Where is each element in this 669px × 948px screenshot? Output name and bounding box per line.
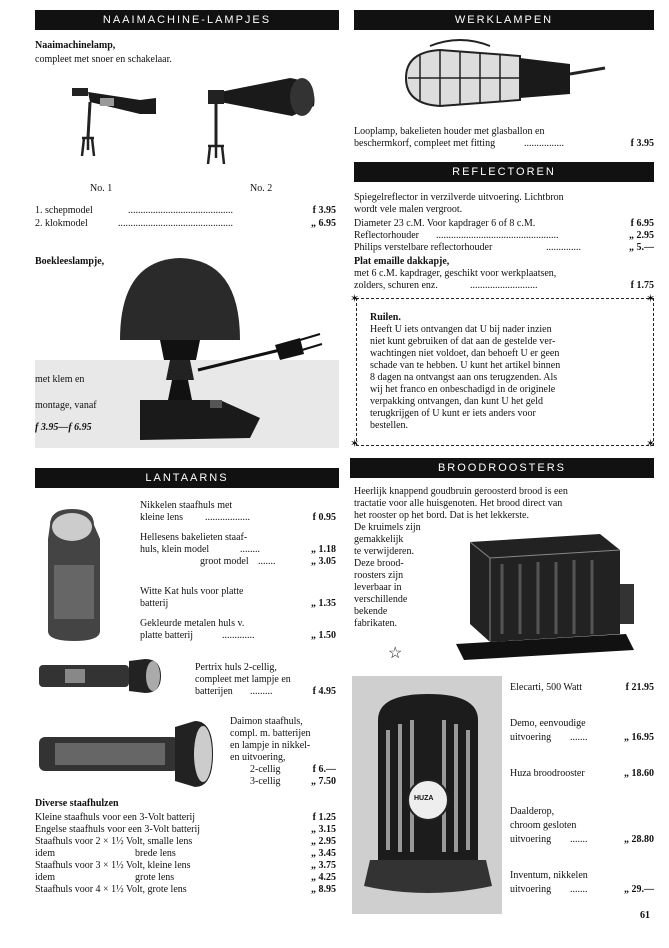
brood-side-line: te verwijderen. <box>354 546 414 557</box>
elec-price: f 21.95 <box>625 682 654 693</box>
boek-line1: met klem en <box>35 374 85 385</box>
dai-line6: 3-cellig <box>250 776 281 787</box>
refl-line2: wordt vele malen vergroot. <box>354 204 463 215</box>
demo-line2: uitvoering <box>510 732 552 743</box>
werk-line2: beschermkorf, compleet met fitting <box>354 138 496 149</box>
div-row-3-price: „ 2.95 <box>311 836 336 847</box>
boek-title: Boekleeslampje, <box>35 256 105 267</box>
demo-line1: Demo, eenvoudige <box>510 718 586 729</box>
ruilen-star-icon: ✶ <box>350 293 360 305</box>
dai-line1: Daimon staafhuls, <box>230 716 303 727</box>
huza-price: „ 18.60 <box>624 768 654 779</box>
ruilen-star-icon: ✶ <box>350 438 360 450</box>
div-title: Diverse staafhulzen <box>35 798 119 809</box>
naai-item-1-label: 1. schepmodel <box>35 205 93 216</box>
div-row-2-price: „ 3.15 <box>311 824 336 835</box>
div-row-5-label: Staafhuls voor 3 × 1½ Volt, kleine lens <box>35 860 191 871</box>
ruilen-line: schade van te hebben. U kunt het artikel binnen <box>370 360 561 371</box>
flashlight-daimon-illustration <box>35 715 215 793</box>
refl-row-2-dots: ................................................. <box>436 230 559 241</box>
section-header-broodroosters: BROODROOSTERS <box>350 458 654 478</box>
per-line1: Pertrix huls 2-cellig, <box>195 662 277 673</box>
ruilen-line: wij het franco en onbeschadigd in de originele <box>370 384 556 395</box>
div-row-2-label: Engelse staafhuls voor een 3-Volt batterij <box>35 824 201 835</box>
inv-line2: uitvoering <box>510 884 552 895</box>
naai-title: Naaimachinelamp, <box>35 40 116 51</box>
gek-line1: Gekleurde metalen huls v. <box>140 618 245 629</box>
dai-line6-price: „ 7.50 <box>311 776 336 787</box>
naai-item-2-label: 2. klokmodel <box>35 218 88 229</box>
werk-price: f 3.95 <box>630 138 654 149</box>
sewing-lamp-2-illustration <box>190 72 320 172</box>
section-header-naaimachine: NAAIMACHINE-LAMPJES <box>35 10 339 30</box>
plat-price: f 1.75 <box>630 280 654 291</box>
naai-item-2-price: „ 6.95 <box>311 218 336 229</box>
daal-line2: chroom gesloten <box>510 820 577 831</box>
work-lamp-illustration <box>400 38 610 118</box>
naai-item-1-dots: .......................................... <box>128 205 233 216</box>
brood-side-line: roosters zijn <box>354 570 404 581</box>
inv-line1: Inventum, nikkelen <box>510 870 588 881</box>
werk-line1: Looplamp, bakelieten houder met glasballon en <box>354 126 545 137</box>
hel-line2-price: „ 1.18 <box>311 544 336 555</box>
brood-side-line: bekende <box>354 606 388 617</box>
brood-intro-line: het rooster op het bord. Dat is het lekkerste. <box>354 510 529 521</box>
refl-row-3-price: „ 5.— <box>629 242 654 253</box>
section-header-lantaarns: LANTAARNS <box>35 468 339 488</box>
nik-line2: kleine lens <box>140 512 184 523</box>
sewing-lamp-1-illustration <box>60 78 170 168</box>
div-row-7-price: „ 8.95 <box>311 884 336 895</box>
brood-side-line: verschillende <box>354 594 408 605</box>
flashlight-hellesens-illustration <box>40 505 110 645</box>
dai-line2: compl. m. batterijen <box>230 728 311 739</box>
div-row-5-price: „ 3.75 <box>311 860 336 871</box>
dai-line5: 2-cellig <box>250 764 281 775</box>
werk-dots: ................ <box>524 138 564 149</box>
hel-line3: groot model <box>200 556 249 567</box>
per-line2: compleet met lampje en <box>195 674 291 685</box>
flashlight-pertrix-illustration <box>35 655 165 697</box>
ruilen-line: verpakking ontvangen, dan kunt U het geld <box>370 396 544 407</box>
ruilen-star-icon: ✶ <box>646 438 656 450</box>
plat-title: Plat emaille dakkapje, <box>354 256 450 267</box>
refl-line1: Spiegelreflector in verzilverde uitvoering. Lichtbron <box>354 192 564 203</box>
refl-row-2-price: „ 2.95 <box>629 230 654 241</box>
brood-side-line: Deze brood- <box>354 558 404 569</box>
gek-price: „ 1.50 <box>311 630 336 641</box>
dai-line3: en lampje in nikkel- <box>230 740 311 751</box>
witte-line2: batterij <box>140 598 169 609</box>
plat-line2: zolders, schuren enz. <box>354 280 438 291</box>
brood-intro-line: Heerlijk knappend goudbruin geroosterd brood is een <box>354 486 568 497</box>
naai-subtitle: compleet met snoer en schakelaar. <box>35 54 172 65</box>
daal-line1: Daalderop, <box>510 806 555 817</box>
label-no2: No. 2 <box>250 183 273 194</box>
div-row-4-label: idem brede lens <box>35 848 176 859</box>
elec-label: Elecarti, 500 Watt <box>510 682 583 693</box>
brood-side-line: leverbaar in <box>354 582 402 593</box>
refl-row-1-price: f 6.95 <box>630 218 654 229</box>
div-row-6-label: idem grote lens <box>35 872 175 883</box>
dai-line5-price: f 6.— <box>312 764 336 775</box>
ruilen-line: 8 dagen na ontvangst aan ons terugzenden. Als <box>370 372 558 383</box>
daal-line3: uitvoering <box>510 834 552 845</box>
dai-line4: en uitvoering, <box>230 752 286 763</box>
naai-item-1-price: f 3.95 <box>312 205 336 216</box>
boek-price: f 3.95—f 6.95 <box>35 422 92 433</box>
toaster-huza-badge: HUZA <box>414 795 434 802</box>
div-row-4-price: „ 3.45 <box>311 848 336 859</box>
refl-row-3-dots: .............. <box>546 242 581 253</box>
refl-row-1-label: Diameter 23 c.M. Voor kapdrager 6 of 8 c.M. <box>354 218 536 229</box>
per-dots: ......... <box>250 686 273 697</box>
brood-intro-line: tractatie voor alle huisgenoten. Het brood direct van <box>354 498 563 509</box>
ruilen-line: terugkrijgen of U kunt er iets anders voor <box>370 408 536 419</box>
hel-line3-price: „ 3.05 <box>311 556 336 567</box>
div-row-6-price: „ 4.25 <box>311 872 336 883</box>
daal-dots: ....... <box>570 834 588 845</box>
demo-price: „ 16.95 <box>624 732 654 743</box>
naai-item-2-dots: .............................................. <box>118 218 233 229</box>
inv-price: „ 29.— <box>624 884 654 895</box>
star-icon: ☆ <box>388 645 403 662</box>
div-row-7-label: Staafhuls voor 4 × 1½ Volt, grote lens <box>35 884 187 895</box>
huza-label: Huza broodrooster <box>510 768 585 779</box>
label-no1: No. 1 <box>90 183 113 194</box>
nik-line1: Nikkelen staafhuls met <box>140 500 233 511</box>
div-row-3-label: Staafhuls voor 2 × 1½ Volt, smalle lens <box>35 836 193 847</box>
hel-line2: huls, klein model <box>140 544 210 555</box>
page-number: 61 <box>640 910 650 921</box>
nik-dots: .................. <box>205 512 250 523</box>
div-row-1-label: Kleine staafhuls voor een 3-Volt batterij <box>35 812 196 823</box>
div-row-1-price: f 1.25 <box>312 812 336 823</box>
toaster-elecarti-illustration <box>450 524 640 666</box>
per-price: f 4.95 <box>312 686 336 697</box>
ruilen-line: Heeft U iets ontvangen dat U bij nader inzien <box>370 324 552 335</box>
nik-price: f 0.95 <box>312 512 336 523</box>
gek-line2: platte batterij <box>140 630 194 641</box>
ruilen-title: Ruilen. <box>370 312 401 323</box>
section-header-werklampen: WERKLAMPEN <box>354 10 654 30</box>
ruilen-line: bestellen. <box>370 420 409 431</box>
hel-line3-dots: ....... <box>258 556 276 567</box>
boek-line2: montage, vanaf <box>35 400 97 411</box>
book-lamp-illustration <box>100 250 340 450</box>
hel-line2-dots: ........ <box>240 544 260 555</box>
brood-side-line: De kruimels zijn <box>354 522 421 533</box>
plat-line1: met 6 c.M. kapdrager, geschikt voor werkplaatsen, <box>354 268 557 279</box>
brood-side-line: fabrikaten. <box>354 618 398 629</box>
plat-dots: ........................... <box>470 280 538 291</box>
gek-dots: ............. <box>222 630 255 641</box>
section-header-reflectoren: REFLECTOREN <box>354 162 654 182</box>
ruilen-star-icon: ✶ <box>646 293 656 305</box>
demo-dots: ....... <box>570 732 588 743</box>
witte-line1: Witte Kat huls voor platte <box>140 586 244 597</box>
inv-dots: ....... <box>570 884 588 895</box>
brood-side-line: gemakkelijk <box>354 534 404 545</box>
daal-price: „ 28.80 <box>624 834 654 845</box>
ruilen-line: niet kunt gebruiken of dat aan de gestelde ver- <box>370 336 556 347</box>
refl-row-3-label: Philips verstelbare reflectorhouder <box>354 242 493 253</box>
hel-line1: Hellesens bakelieten staaf- <box>140 532 248 543</box>
refl-row-2-label: Reflectorhouder <box>354 230 419 241</box>
witte-price: „ 1.35 <box>311 598 336 609</box>
ruilen-line: wachtingen niet voldoet, dan behoeft U er geen <box>370 348 560 359</box>
per-line3: batterijen <box>195 686 233 697</box>
